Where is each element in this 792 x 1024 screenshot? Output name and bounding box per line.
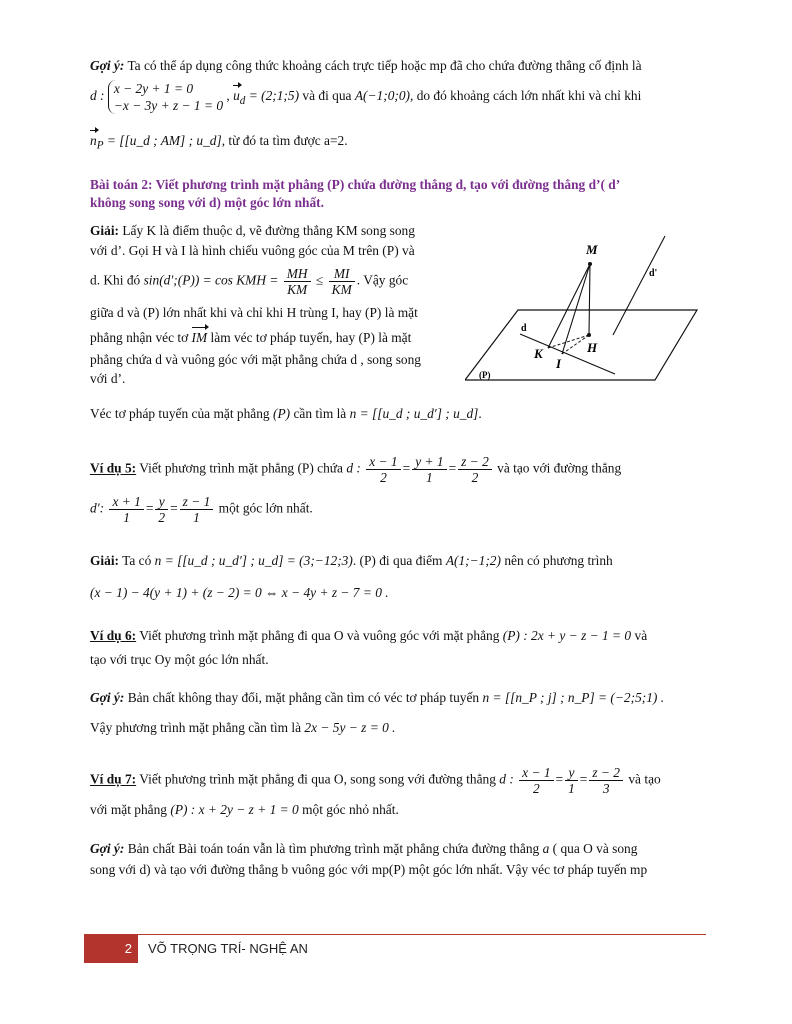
hint6-line1: Gợi ý: Bản chất không thay đổi, mặt phẳng cần tìm có véc tơ pháp tuyến n = [[n_P ; j] ; n_P] = (−2;5;1) .: [90, 690, 665, 705]
segment-mi: [562, 264, 590, 354]
segment-mk: [548, 264, 590, 348]
label-h: H: [587, 340, 598, 355]
page-footer: [84, 934, 706, 963]
label-i: I: [556, 356, 562, 371]
plane-p: [465, 310, 697, 380]
point-m: [588, 262, 592, 266]
footer-author: VÕ TRỌNG TRÍ- NGHỆ AN: [148, 941, 308, 956]
point-h: [587, 333, 591, 337]
segment-kh: [548, 335, 589, 348]
label-k: K: [534, 346, 543, 361]
example7-line2: với mặt phẳng (P) : x + 2y − z + 1 = 0 một góc nhỏ nhất.: [90, 802, 399, 817]
label-d-prime: d': [649, 268, 658, 279]
example5-line1: Ví dụ 5: Viết phương trình mặt phẳng (P) chứa d : $\frac{x - 1}{2}$ = $\frac{y + 1}{1}$ = $\frac{z - 2}{2}$ và tạo với đường thẳng: [90, 454, 622, 485]
hint1-line1: Gợi ý: Ta có thể áp dụng công thức khoảng cách trực tiếp hoặc mp đã cho chứa đường thẳng cố định là: [90, 58, 642, 73]
solution2-line4: giữa d và (P) lớn nhất khi và chỉ khi H trùng I, hay (P) là mặt: [90, 305, 418, 320]
geometry-figure: [465, 230, 705, 390]
example7-line1: Ví dụ 7: Viết phương trình mặt phẳng đi qua O, song song với đường thẳng d : $\frac{x - 1}{2}$ = $\frac{y}{1}$ = $\frac{z - 2}{3}$ và tạo: [90, 765, 661, 796]
example6-line1: Ví dụ 6: Viết phương trình mặt phẳng đi qua O và vuông góc với mặt phẳng (P) : 2x + y − z − 1 = 0 và: [90, 628, 648, 643]
solution2-line7: với d’.: [90, 371, 126, 386]
equation-system: x − 2y + 1 = 0 −x − 3y + z − 1 = 0: [108, 80, 223, 114]
hint1-line2: d : x − 2y + 1 = 0 −x − 3y + z − 1 = 0 , $u_d$ = (2;1;5) và đi qua A(−1;0;0), do đó khoảng cách lớn nhất khi và chỉ khi: [90, 81, 642, 113]
hint6-line2: Vậy phương trình mặt phẳng cần tìm là 2x − 5y − z = 0 .: [90, 720, 396, 735]
example5-line2: d′: $\frac{x + 1}{1}$ = $\frac{y}{2}$ = $\frac{z - 1}{1}$ một góc lớn nhất.: [90, 494, 313, 525]
label-plane-p: (P): [479, 370, 491, 380]
hint7-line1: Gợi ý: Bản chất Bài toán toán vẫn là tìm phương trình mặt phẳng chứa đường thẳng a ( qua O và song: [90, 841, 638, 856]
solution5-line2: (x − 1) − 4(y + 1) + (z − 2) = 0 ⇔ x − 4y + z − 7 = 0 .: [90, 585, 389, 600]
page-number: 2: [84, 935, 138, 963]
solution5-line1: Giải: Ta có n = [[u_d ; u_d′] ; u_d] = (3;−12;3). (P) đi qua điểm A(1;−1;2) nên có phương trình: [90, 553, 613, 568]
label-m: M: [586, 242, 598, 257]
solution2-line2: với d’. Gọi H và I là hình chiếu vuông góc của M trên (P) và: [90, 243, 415, 258]
segment-ih: [562, 335, 589, 354]
problem2-title-line2: không song song với d) một góc lớn nhất.: [90, 195, 324, 210]
hint7-line2: song với d) và tạo với đường thẳng b vuông góc với mp(P) một góc lớn nhất. Vậy véc tơ pháp tuyến mp: [90, 862, 648, 877]
hint1-line3: $n_P$ = [[u_d ; AM] ; u_d], từ đó ta tìm được a=2.: [90, 133, 348, 152]
solution2-line6: phẳng chứa d và vuông góc với mặt phẳng chứa d , song song: [90, 352, 422, 367]
solution2-line1: Giải: Lấy K là điểm thuộc d, vẽ đường thẳng KM song song: [90, 223, 415, 238]
solution2-line3: d. Khi đó sin(d′;(P)) = cos KMH = $\frac{MH}{KM}$ ≤ $\frac{MI}{KM}$ . Vậy góc: [90, 266, 409, 297]
line-d-prime: [613, 236, 665, 335]
problem2-title-line1: Bài toán 2: Viết phương trình mặt phẳng (P) chứa đường thẳng d, tạo với đường thẳng d’( d’: [90, 177, 621, 192]
example6-line2: tạo với trục Oy một góc lớn nhất.: [90, 652, 269, 667]
label-d: d: [521, 323, 527, 334]
segment-mh: [589, 264, 590, 335]
normal-vector-line: Véc tơ pháp tuyến của mặt phẳng (P) cần tìm là n = [[u_d ; u_d′] ; u_d].: [90, 406, 482, 421]
solution2-line5: phẳng nhận véc tơ IM làm véc tơ pháp tuyến, hay (P) là mặt: [90, 330, 412, 345]
